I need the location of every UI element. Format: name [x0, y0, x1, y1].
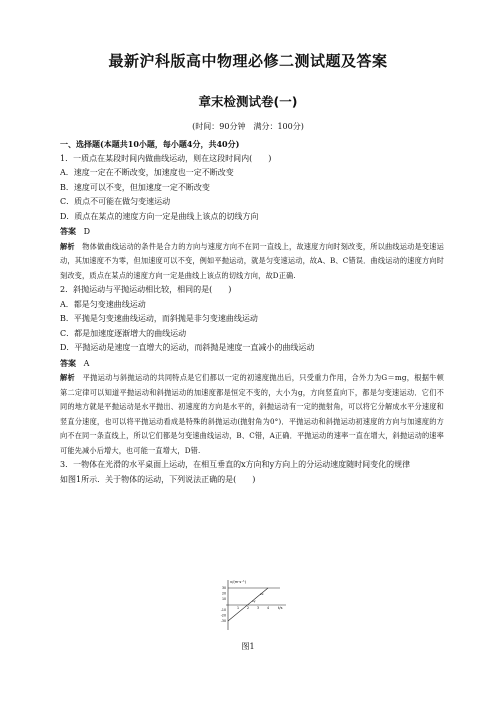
document-title: 最新沪科版高中物理必修二测试题及答案: [108, 52, 388, 70]
question-2-explanation: [60, 371, 444, 458]
y-axis-label: v/(m·s⁻¹): [230, 580, 246, 584]
question-2-option-a: A．都是匀变速曲线运动: [60, 299, 146, 309]
y-tick-label: -20: [220, 613, 226, 618]
question-2-answer: [60, 356, 444, 372]
figure-caption: 图1: [241, 642, 255, 651]
y-tick-label: 20: [221, 591, 226, 596]
explanation-label: 解析: [60, 373, 75, 382]
vy-label: vy: [252, 599, 256, 603]
question-1-option-c: C．质点不可能在做匀变速运动: [60, 197, 171, 206]
answer-value: A: [83, 358, 90, 368]
vx-label: vx: [260, 592, 264, 596]
question-2-stem: 2．斜抛运动与平抛运动相比较，相同的是( ): [60, 285, 232, 294]
section-heading: 一、选择题(本题共10小题，每小题4分，共40分): [60, 139, 240, 149]
y-tick-label: -30: [220, 619, 226, 623]
y-tick-labels: [221, 586, 226, 623]
question-1-explanation: [60, 240, 444, 284]
exam-info: (时间：90分钟 满分：100分): [192, 122, 304, 131]
x-tick-label: 2: [246, 606, 250, 610]
answer-value: D: [83, 227, 91, 236]
chapter-title: 章末检测试卷(一): [198, 94, 298, 109]
x-axis-label: t/s: [278, 606, 283, 610]
explanation-text: 物体做曲线运动的条件是合力的方向与速度方向不在同一直线上，故速度方向时刻改变，所以曲线运动是变速运动，其加速度不为零，但加速度可以不变，例如平抛运动，就是匀变速运动，故A、B、C错误．曲线运动的速度方向时刻改变，质点在某点的速度方向一定是曲线上该点的切线方向，故D正确.: [60, 241, 444, 280]
question-1-option-b: B．速度可以不变，但加速度一定不断改变: [60, 182, 210, 192]
question-2-option-c: C．都是加速度逐渐增大的曲线运动: [60, 328, 187, 338]
explanation-text: 平抛运动与斜抛运动的共同特点是它们都以一定的初速度抛出后，只受重力作用，合外力为G＝mg，根据牛顿第二定律可以知道平抛运动和斜抛运动的加速度都是恒定不变的，大小为g，方向竖直向下，都是匀变速运动．它们不同的地方就是平抛运动是水平抛出、初速度的方向是水平的，斜抛运动有一定的抛射角，可以将它分解成水平分速度和竖直分速度，也可以将平抛运动看成是特殊的斜抛运动(抛射角为0°)．平抛运动和斜抛运动初速度的方向与加速度的方向不在同一条直线上，所以它们都是匀变速曲线运动，B、C错，A正确．平抛运动的速率一直在增大，斜抛运动的速率可能先减小后增大，也可能一直增大，D错.: [60, 373, 444, 455]
question-1-stem: 1．一质点在某段时间内做曲线运动，则在这段时间内( ): [60, 153, 272, 163]
y-tick-label: 10: [221, 597, 226, 601]
y-tick-label: -10: [220, 608, 226, 612]
x-tick-label: 1: [236, 606, 240, 610]
x-tick-label: 3: [256, 606, 260, 610]
question-2-option-d: D．平抛运动是速度一直增大的运动，而斜抛是速度一直减小的曲线运动: [60, 343, 315, 352]
question-3-stem-line-1: 3．一物体在光滑的水平桌面上运动，在相互垂直的x方向和y方向上的分运动速度随时间变化的规律: [60, 460, 411, 469]
question-2-option-b: B．平抛是匀变速曲线运动，而斜抛是非匀变速曲线运动: [60, 314, 258, 323]
question-3-stem-line-2: 如图1所示．关于物体的运动，下列说法正确的是( ): [60, 474, 256, 484]
question-content: [60, 137, 444, 487]
question-1-option-d: D．质点在某点的速度方向一定是曲线上该点的切线方向: [60, 211, 259, 221]
explanation-label: 解析: [60, 241, 75, 251]
answer-label: 答案: [60, 357, 76, 368]
velocity-time-figure: [218, 578, 290, 632]
question-1-answer: [60, 224, 444, 240]
x-tick-label: 4: [266, 606, 270, 610]
answer-label: 答案: [60, 226, 76, 236]
question-1-option-a: A．速度一定在不断改变，加速度也一定不断改变: [60, 168, 234, 177]
y-tick-label: 30: [221, 586, 226, 590]
